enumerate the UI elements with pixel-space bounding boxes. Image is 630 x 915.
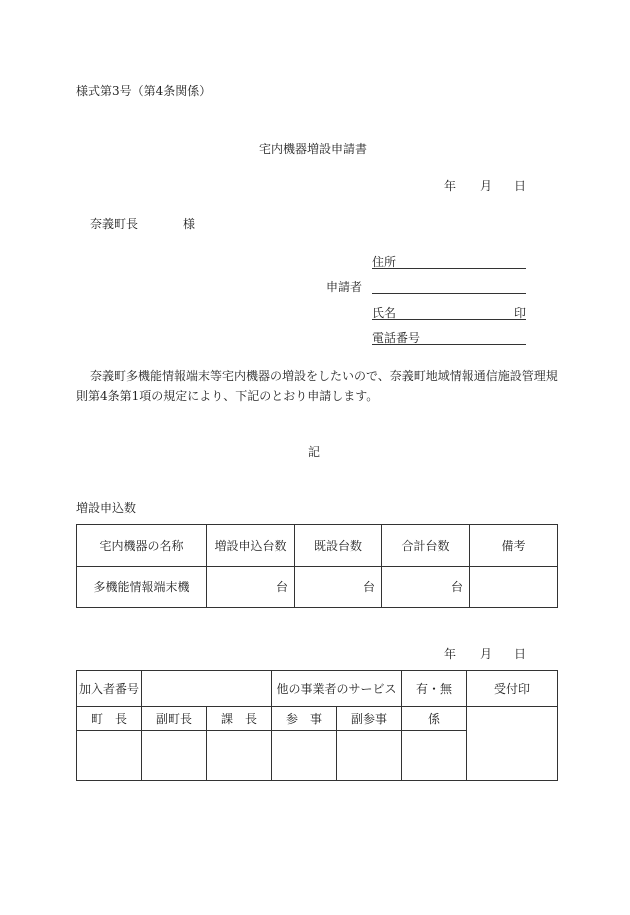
addressee-honorific: 様 bbox=[183, 217, 196, 231]
document-title: 宅内機器増設申請書 bbox=[259, 142, 368, 156]
name-label: 氏名 bbox=[372, 306, 397, 320]
cell-device-name: 多機能情報端末機 bbox=[77, 567, 207, 608]
cell-added-count[interactable]: 台 bbox=[207, 567, 295, 608]
header-added-count: 増設申込台数 bbox=[207, 525, 295, 567]
ki-heading: 記 bbox=[308, 445, 321, 459]
stamp-mayor[interactable] bbox=[77, 731, 142, 781]
stamp-councilor[interactable] bbox=[272, 731, 337, 781]
date2-day: 日 bbox=[514, 647, 527, 661]
date-year: 年 bbox=[444, 179, 457, 193]
header-device-name: 宅内機器の名称 bbox=[77, 525, 207, 567]
addressee-name: 奈義町長 bbox=[90, 217, 139, 231]
applicant-label: 申請者 bbox=[326, 280, 363, 294]
date-day: 日 bbox=[514, 179, 527, 193]
seal-mark: 印 bbox=[514, 306, 527, 320]
body-text-line-1: 奈義町多機能情報端末等宅内機器の増設をしたいので、奈義町地域情報通信施設管理規 bbox=[90, 369, 558, 383]
approver-councilor: 参 事 bbox=[272, 707, 337, 731]
subscriber-number-label: 加入者番号 bbox=[77, 671, 142, 707]
stamp-deputy-mayor[interactable] bbox=[142, 731, 207, 781]
address-field[interactable] bbox=[372, 268, 526, 269]
date2-year: 年 bbox=[444, 647, 457, 661]
approver-deputy-councilor: 副参事 bbox=[337, 707, 402, 731]
approver-section-chief: 課 長 bbox=[207, 707, 272, 731]
phone-label: 電話番号 bbox=[372, 331, 421, 345]
phone-field[interactable] bbox=[372, 344, 526, 345]
receipt-stamp-area[interactable] bbox=[467, 707, 558, 781]
application-count-table bbox=[76, 524, 558, 608]
body-text-line-2: 則第4条第1項の規定により、下記のとおり申請します。 bbox=[76, 389, 379, 403]
other-service-label: 他の事業者のサービス bbox=[272, 671, 402, 707]
stamp-section-chief[interactable] bbox=[207, 731, 272, 781]
address-field-2[interactable] bbox=[372, 293, 526, 294]
form-number: 様式第3号（第4条関係） bbox=[76, 84, 212, 98]
office-use-table bbox=[76, 670, 558, 781]
stamp-staff[interactable] bbox=[402, 731, 467, 781]
cell-total-count[interactable]: 台 bbox=[382, 567, 470, 608]
yes-no-selector[interactable]: 有・無 bbox=[402, 671, 467, 707]
stamp-deputy-councilor[interactable] bbox=[337, 731, 402, 781]
receipt-stamp-label: 受付印 bbox=[467, 671, 558, 707]
subscriber-number-field[interactable] bbox=[142, 671, 272, 707]
approver-staff: 係 bbox=[402, 707, 467, 731]
date2-month: 月 bbox=[480, 647, 493, 661]
address-label: 住所 bbox=[372, 255, 397, 269]
cell-existing-count[interactable]: 台 bbox=[295, 567, 382, 608]
cell-remarks[interactable] bbox=[470, 567, 558, 608]
approver-deputy-mayor: 副町長 bbox=[142, 707, 207, 731]
section-label: 増設申込数 bbox=[76, 501, 137, 515]
name-field[interactable] bbox=[372, 319, 526, 320]
header-total-count: 合計台数 bbox=[382, 525, 470, 567]
header-existing-count: 既設台数 bbox=[295, 525, 382, 567]
header-remarks: 備考 bbox=[470, 525, 558, 567]
approver-mayor: 町 長 bbox=[77, 707, 142, 731]
date-month: 月 bbox=[480, 179, 493, 193]
